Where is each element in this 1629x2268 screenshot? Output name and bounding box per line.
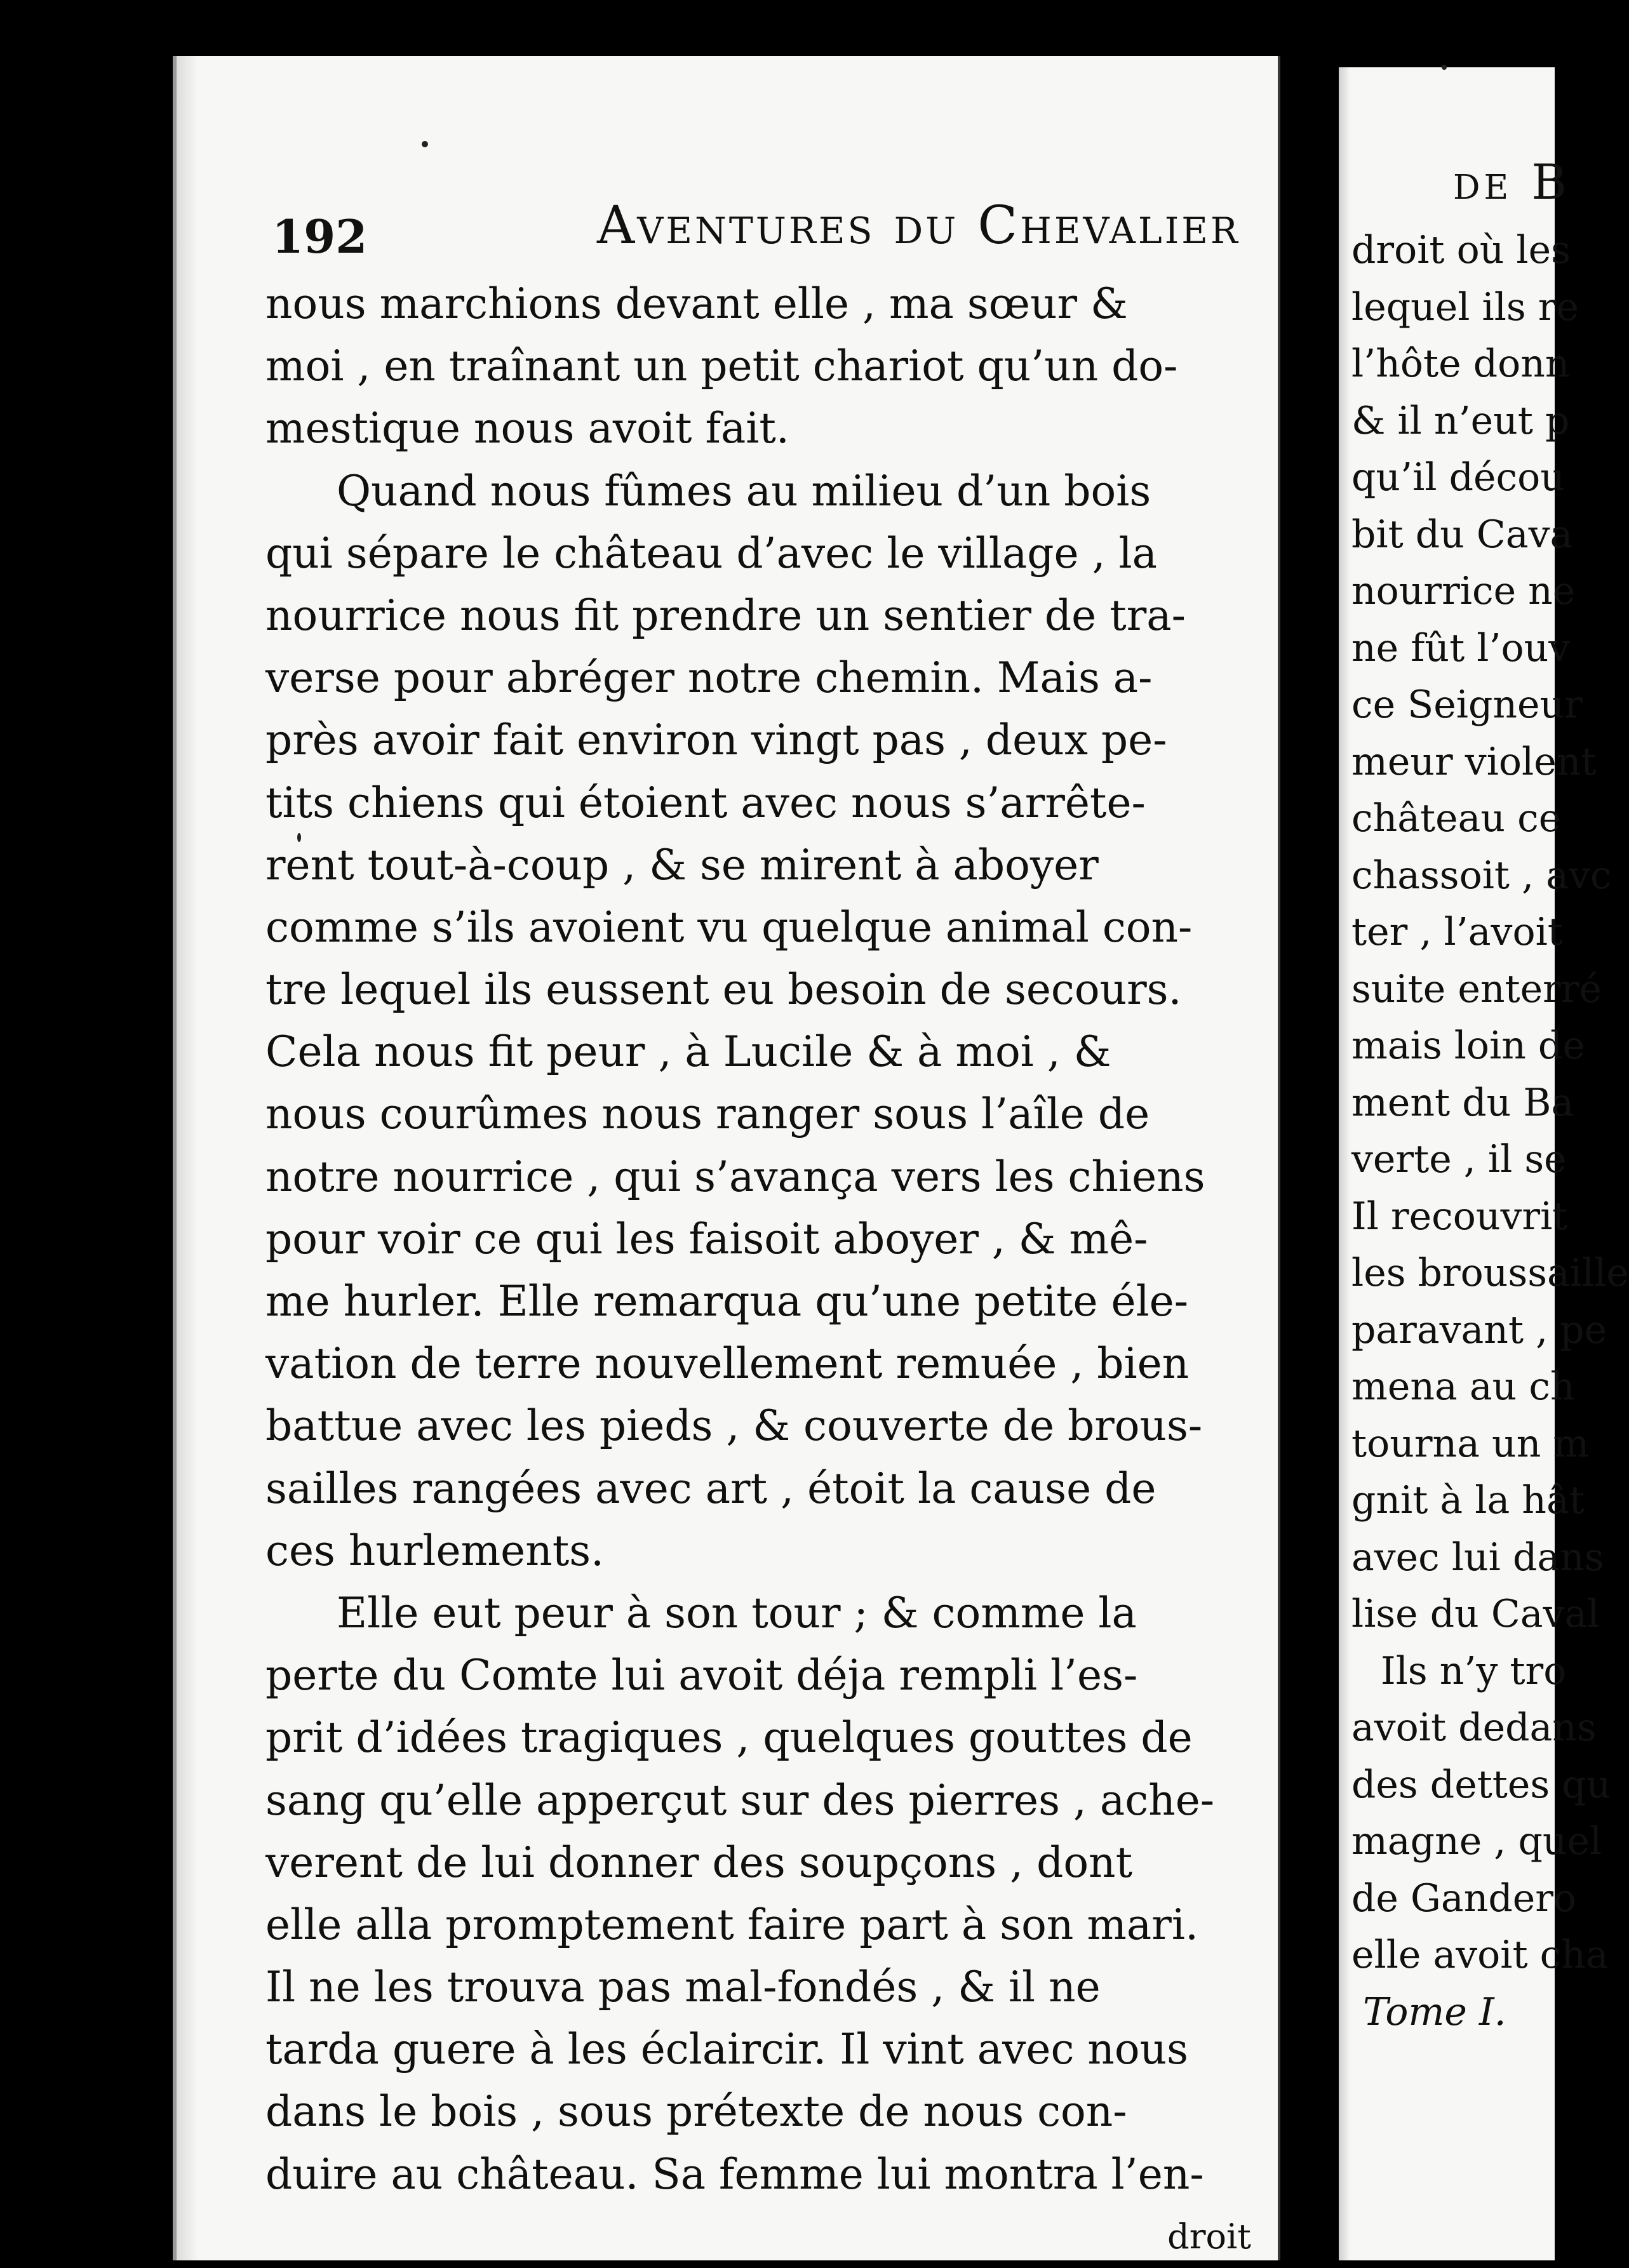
text-line: verent de lui donner des soupçons , dont <box>265 1838 1133 1887</box>
right-text-line: lequel ils re <box>1351 284 1579 330</box>
text-line: tits chiens qui étoient avec nous s’arrête- <box>265 778 1146 827</box>
right-text-line: gnit à la hât <box>1351 1478 1585 1523</box>
right-text-line: elle avoit cha <box>1351 1933 1609 1977</box>
right-text-line: Tome I. <box>1363 1989 1506 2034</box>
right-text-line: verte , il se <box>1351 1137 1567 1182</box>
text-line: ces hurlements. <box>265 1526 605 1575</box>
right-text-line: chassoit , avc <box>1351 853 1612 898</box>
right-text-line: meur violent <box>1351 739 1597 784</box>
text-line: Quand nous fûmes au milieu d’un bois <box>337 466 1151 516</box>
ink-speck <box>1442 65 1447 70</box>
text-line: mestique nous avoit fait. <box>265 404 789 453</box>
right-text-line: l’hôte donn <box>1351 342 1570 386</box>
right-text-line: suite enterré <box>1351 966 1602 1011</box>
text-line: Il ne les trouva pas mal-fondés , & il ne <box>265 1963 1101 2012</box>
right-text-line: magne , quel <box>1351 1819 1602 1864</box>
text-line: verse pour abréger notre chemin. Mais a- <box>265 653 1153 703</box>
right-body-text <box>1351 222 1629 2041</box>
text-line: notre nourrice , qui s’avança vers les chiens <box>265 1152 1205 1201</box>
text-line: nous marchions devant elle , ma sœur & <box>265 279 1128 328</box>
text-line: tre lequel ils eussent eu besoin de secours. <box>265 965 1182 1015</box>
text-line: nous courûmes nous ranger sous l’aîle de <box>265 1090 1150 1139</box>
right-text-line: ter , l’avoit <box>1351 910 1563 954</box>
text-line: prit d’idées tragiques , quelques gouttes de <box>265 1713 1193 1763</box>
text-line: elle alla promptement faire part à son mari. <box>265 1900 1198 1949</box>
text-line: moi , en traînant un petit chariot qu’un do- <box>265 342 1178 391</box>
page-number: 192 <box>272 210 368 263</box>
right-text-line: & il n’eut p <box>1351 398 1570 443</box>
right-text-line: ment du Ba <box>1351 1080 1574 1125</box>
right-text-line: nourrice ne <box>1351 569 1576 613</box>
right-text-line: droit où les <box>1351 228 1571 272</box>
text-line: qui sépare le château d’avec le village , la <box>265 528 1158 578</box>
text-line: sang qu’elle apperçut sur des pierres , ache- <box>265 1775 1215 1825</box>
text-line: sailles rangées avec art , étoit la cause de <box>265 1464 1156 1513</box>
text-line: duire au château. Sa femme lui montra l’en- <box>265 2149 1204 2199</box>
body-text <box>265 273 1256 2268</box>
right-text-line: mena au ch <box>1351 1364 1575 1409</box>
right-text-line: qu’il décou <box>1351 455 1565 500</box>
right-text-line: château ce <box>1351 796 1562 841</box>
book-spine <box>1278 56 1280 2260</box>
right-text-line: ce Seigneur <box>1351 683 1583 727</box>
right-text-line: ne fût l’ouv <box>1351 625 1571 670</box>
right-text-line: Ils n’y tro <box>1381 1648 1567 1693</box>
text-line: dans le bois , sous prétexte de nous con- <box>265 2087 1127 2137</box>
right-text-line: avec lui dans <box>1351 1535 1604 1580</box>
right-text-line: tourna un m <box>1351 1421 1590 1466</box>
text-line: nourrice nous fit prendre un sentier de tra- <box>265 590 1186 640</box>
right-text-line: de Gandero <box>1351 1876 1577 1921</box>
running-head <box>272 196 1240 278</box>
running-title: Aventures du Chevalier <box>597 196 1240 256</box>
text-line: Cela nous fit peur , à Lucile & à moi , & <box>265 1027 1111 1077</box>
right-running-head: de B <box>1453 154 1571 210</box>
text-line: vation de terre nouvellement remuée , bien <box>265 1339 1190 1389</box>
text-line: tarda guere à les éclaircir. Il vint avec nous <box>265 2025 1189 2074</box>
right-text-line: mais loin de <box>1351 1024 1585 1068</box>
text-line: pour voir ce qui les faisoit aboyer , & mê- <box>265 1214 1148 1264</box>
text-line: Elle eut peur à son tour ; & comme la <box>337 1588 1137 1638</box>
right-text-line: des dettes qu <box>1351 1762 1611 1807</box>
right-text-line: avoit dedans <box>1351 1705 1597 1750</box>
right-text-line: paravant , pe <box>1351 1307 1607 1352</box>
right-text-line: les broussaille <box>1351 1251 1629 1295</box>
right-text-line: Il recouvrit <box>1351 1194 1568 1239</box>
ink-speck <box>422 141 428 147</box>
text-line: perte du Comte lui avoit déja rempli l’es- <box>265 1651 1138 1700</box>
right-text-line: lise du Caval <box>1351 1592 1600 1636</box>
text-line: comme s’ils avoient vu quelque animal con- <box>265 902 1193 952</box>
text-line: rent tout-à-coup , & se mirent à aboyer <box>265 840 1099 890</box>
catchword: droit <box>1167 2216 1251 2257</box>
text-line: battue avec les pieds , & couverte de brous- <box>265 1401 1203 1451</box>
page-edge-left <box>173 56 177 2260</box>
right-text-line: bit du Cava <box>1351 512 1573 557</box>
text-line: me hurler. Elle remarqua qu’une petite éle- <box>265 1277 1189 1326</box>
text-line: près avoir fait environ vingt pas , deux pe- <box>265 716 1167 765</box>
